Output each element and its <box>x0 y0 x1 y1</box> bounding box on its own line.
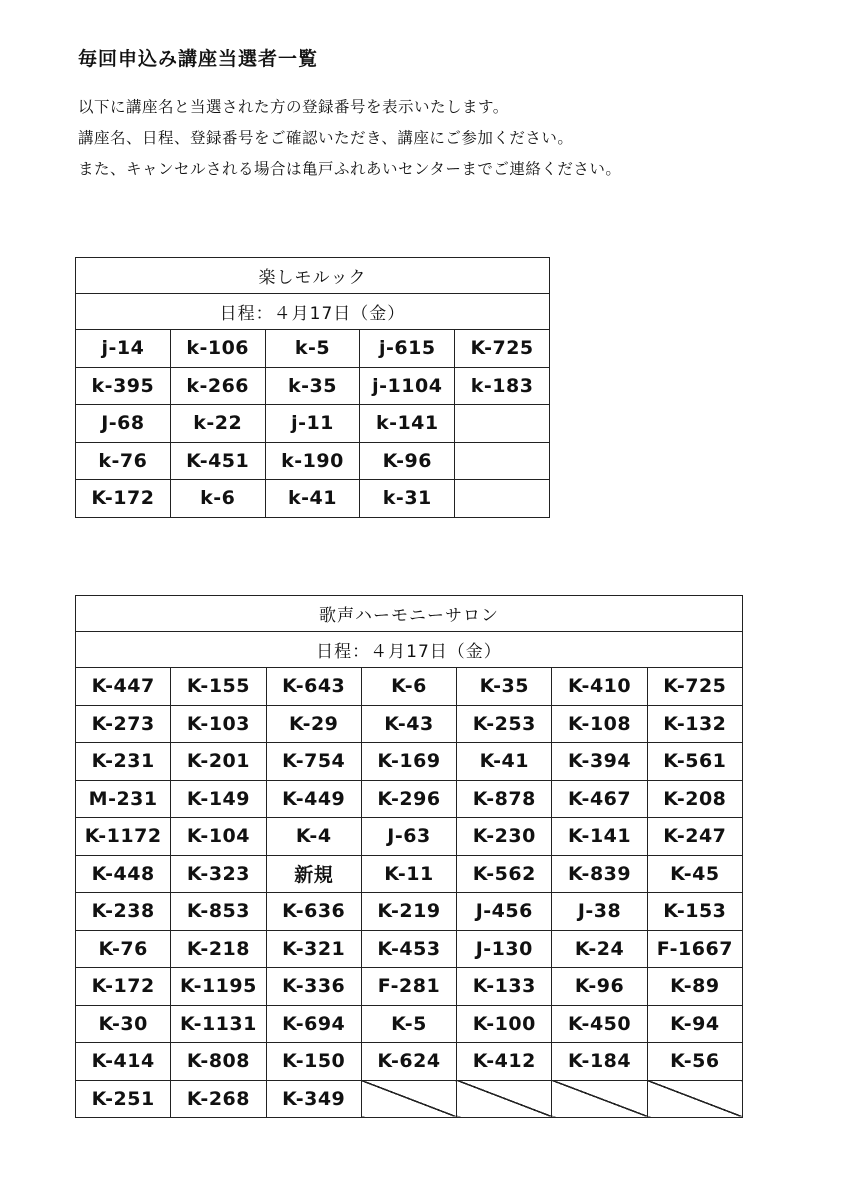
page-title: 毎回申込み講座当選者一覧 <box>78 48 319 70</box>
registration-number: K-754 <box>266 743 361 781</box>
registration-number: K-56 <box>647 1043 742 1081</box>
table-row <box>76 330 550 368</box>
registration-number: K-96 <box>360 442 455 480</box>
registration-number: k-6 <box>170 480 265 518</box>
intro-line: また、キャンセルされる場合は亀戸ふれあいセンターまでご連絡ください。 <box>78 160 622 178</box>
table-row <box>76 1043 743 1081</box>
registration-number: K-725 <box>455 330 550 368</box>
table-row <box>76 442 550 480</box>
registration-number: K-30 <box>76 1005 171 1043</box>
registration-number: k-395 <box>76 367 171 405</box>
registration-number: K-251 <box>76 1080 171 1118</box>
registration-number: M-231 <box>76 780 171 818</box>
registration-number: K-4 <box>266 818 361 856</box>
registration-number: k-141 <box>360 405 455 443</box>
table-row <box>76 367 550 405</box>
registration-number: K-29 <box>266 705 361 743</box>
registration-number: j-11 <box>265 405 360 443</box>
table-row <box>76 1080 743 1118</box>
registration-number: K-624 <box>361 1043 456 1081</box>
registration-number: k-266 <box>170 367 265 405</box>
empty-slashed-cell <box>361 1080 456 1118</box>
registration-number: j-14 <box>76 330 171 368</box>
registration-number: K-169 <box>361 743 456 781</box>
registration-number: J-456 <box>457 893 552 931</box>
table-row <box>76 1005 743 1043</box>
registration-number: k-190 <box>265 442 360 480</box>
registration-number: k-31 <box>360 480 455 518</box>
registration-number: K-878 <box>457 780 552 818</box>
registration-number: K-218 <box>171 930 266 968</box>
registration-number <box>455 442 550 480</box>
table-row <box>76 405 550 443</box>
registration-number: K-108 <box>552 705 647 743</box>
registration-number: K-172 <box>76 480 171 518</box>
table-row <box>76 705 743 743</box>
registration-number: J-63 <box>361 818 456 856</box>
registration-number: K-24 <box>552 930 647 968</box>
registration-number: K-132 <box>647 705 742 743</box>
registration-number: K-76 <box>76 930 171 968</box>
empty-slashed-cell <box>552 1080 647 1118</box>
intro-line: 講座名、日程、登録番号をご確認いただき、講座にご参加ください。 <box>78 129 574 147</box>
registration-number: K-273 <box>76 705 171 743</box>
intro-line: 以下に講座名と当選された方の登録番号を表示いたします。 <box>78 98 509 116</box>
registration-number: K-447 <box>76 668 171 706</box>
registration-number: K-155 <box>171 668 266 706</box>
registration-number: K-1195 <box>171 968 266 1006</box>
registration-number <box>455 480 550 518</box>
table-row <box>76 818 743 856</box>
registration-number: J-38 <box>552 893 647 931</box>
registration-number: K-172 <box>76 968 171 1006</box>
registration-number: K-247 <box>647 818 742 856</box>
registration-number: K-208 <box>647 780 742 818</box>
registration-number: K-450 <box>552 1005 647 1043</box>
registration-number <box>455 405 550 443</box>
table-row <box>76 968 743 1006</box>
registration-number: F-1667 <box>647 930 742 968</box>
registration-number: K-133 <box>457 968 552 1006</box>
registration-number: K-323 <box>171 855 266 893</box>
registration-number: K-104 <box>171 818 266 856</box>
registration-number: K-562 <box>457 855 552 893</box>
intro-text <box>78 92 621 185</box>
registration-number: K-467 <box>552 780 647 818</box>
registration-number: K-839 <box>552 855 647 893</box>
registration-number: K-230 <box>457 818 552 856</box>
registration-number: J-130 <box>457 930 552 968</box>
registration-number: K-94 <box>647 1005 742 1043</box>
registration-number: K-453 <box>361 930 456 968</box>
registration-number: K-853 <box>171 893 266 931</box>
table-row <box>76 930 743 968</box>
registration-number: K-321 <box>266 930 361 968</box>
registration-number: K-410 <box>552 668 647 706</box>
registration-number: K-412 <box>457 1043 552 1081</box>
registration-number: K-336 <box>266 968 361 1006</box>
registration-number: k-5 <box>265 330 360 368</box>
registration-number: K-201 <box>171 743 266 781</box>
registration-number: K-636 <box>266 893 361 931</box>
registration-number: K-561 <box>647 743 742 781</box>
registration-number: K-11 <box>361 855 456 893</box>
registration-number: K-5 <box>361 1005 456 1043</box>
registration-number: K-296 <box>361 780 456 818</box>
table-row <box>76 893 743 931</box>
registration-number: K-253 <box>457 705 552 743</box>
registration-number: K-149 <box>171 780 266 818</box>
registration-number: K-725 <box>647 668 742 706</box>
registration-number: k-76 <box>76 442 171 480</box>
registration-number: j-1104 <box>360 367 455 405</box>
registration-number: k-106 <box>170 330 265 368</box>
empty-slashed-cell <box>647 1080 742 1118</box>
registration-number: K-414 <box>76 1043 171 1081</box>
registration-number: K-451 <box>170 442 265 480</box>
registration-number: K-45 <box>647 855 742 893</box>
table-row <box>76 743 743 781</box>
registration-number: K-219 <box>361 893 456 931</box>
registration-number: K-6 <box>361 668 456 706</box>
registration-number: K-449 <box>266 780 361 818</box>
registration-number: F-281 <box>361 968 456 1006</box>
table-row <box>76 780 743 818</box>
table-row <box>76 480 550 518</box>
registration-number: K-184 <box>552 1043 647 1081</box>
registration-number: K-349 <box>266 1080 361 1118</box>
registration-number: K-1172 <box>76 818 171 856</box>
registration-number: K-643 <box>266 668 361 706</box>
registration-number: K-448 <box>76 855 171 893</box>
registration-number: k-22 <box>170 405 265 443</box>
registration-number: j-615 <box>360 330 455 368</box>
registration-number: k-35 <box>265 367 360 405</box>
registration-number: K-103 <box>171 705 266 743</box>
registration-number: K-41 <box>457 743 552 781</box>
course-name: 歌声ハーモニーサロン <box>76 596 743 632</box>
registration-number: K-268 <box>171 1080 266 1118</box>
registration-number: K-35 <box>457 668 552 706</box>
registration-number: K-694 <box>266 1005 361 1043</box>
registration-number: K-808 <box>171 1043 266 1081</box>
table-row <box>76 855 743 893</box>
registration-number: K-1131 <box>171 1005 266 1043</box>
registration-number: J-68 <box>76 405 171 443</box>
registration-number: K-238 <box>76 893 171 931</box>
registration-number: k-183 <box>455 367 550 405</box>
registration-number: K-141 <box>552 818 647 856</box>
course-table-singing-salon <box>75 595 743 1118</box>
registration-number: 新規 <box>266 855 361 893</box>
empty-slashed-cell <box>457 1080 552 1118</box>
registration-number: k-41 <box>265 480 360 518</box>
registration-number: K-231 <box>76 743 171 781</box>
registration-number: K-394 <box>552 743 647 781</box>
course-table-molkky <box>75 257 550 518</box>
registration-number: K-100 <box>457 1005 552 1043</box>
registration-number: K-96 <box>552 968 647 1006</box>
schedule: 日程：４月17日（金） <box>76 294 550 330</box>
registration-number: K-89 <box>647 968 742 1006</box>
course-name: 楽しモルック <box>76 258 550 294</box>
schedule: 日程：４月17日（金） <box>76 632 743 668</box>
registration-number: K-150 <box>266 1043 361 1081</box>
table-row <box>76 668 743 706</box>
registration-number: K-153 <box>647 893 742 931</box>
registration-number: K-43 <box>361 705 456 743</box>
